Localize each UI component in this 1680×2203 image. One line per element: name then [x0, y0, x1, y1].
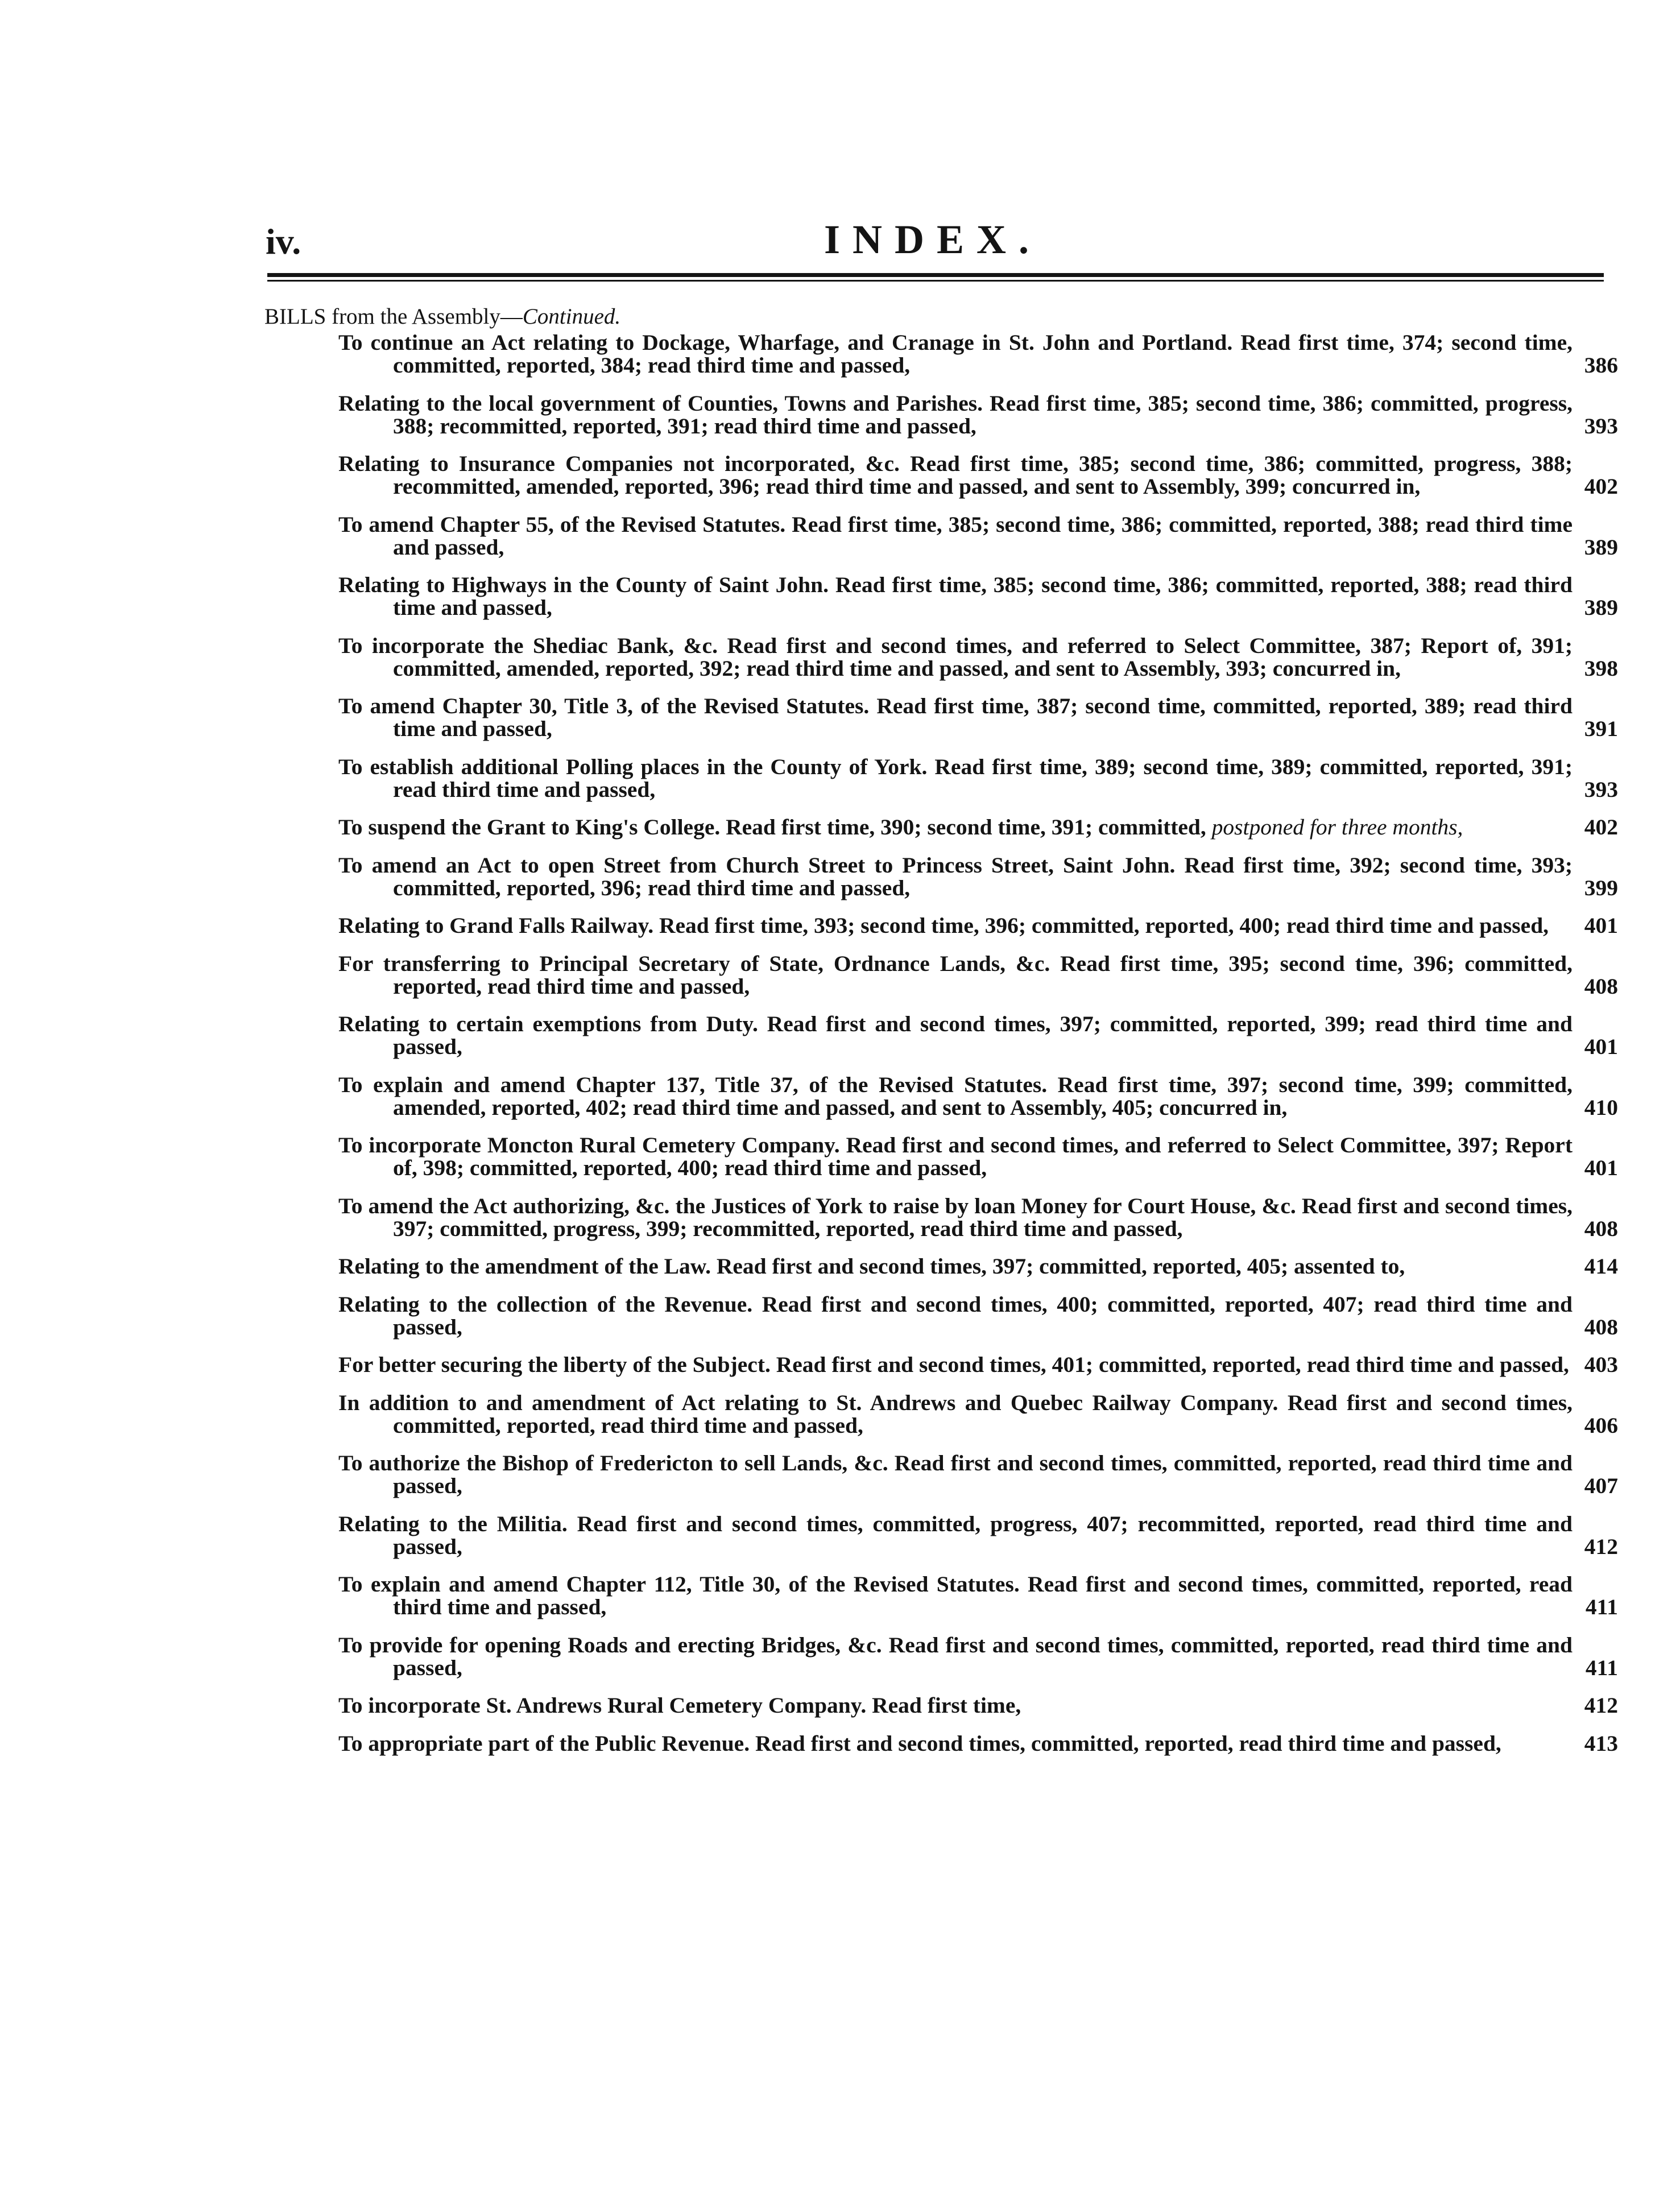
index-entry-page-number: 407 — [1584, 1473, 1618, 1498]
index-entry — [338, 854, 1618, 899]
index-entry — [338, 1391, 1618, 1437]
index-entry — [338, 1195, 1618, 1240]
page-title: INDEX. — [824, 217, 1042, 262]
index-entry-text — [338, 1452, 1573, 1497]
index-entry-text — [338, 1573, 1573, 1618]
index-entry — [338, 513, 1618, 559]
index-entry-page-number: 401 — [1584, 1155, 1618, 1180]
header-rule-thick — [267, 273, 1604, 277]
index-entry-page-number: 386 — [1584, 353, 1618, 378]
index-entry — [338, 634, 1618, 680]
index-entry — [338, 1634, 1618, 1679]
index-entry-page-number: 393 — [1584, 776, 1618, 802]
index-entry-page-number: 408 — [1584, 973, 1618, 999]
index-entry-text — [338, 1634, 1573, 1679]
index-entry-page-number: 391 — [1584, 716, 1618, 741]
index-entry-description: To amend the Act authorizing, &c. the Justices of York to raise by loan Money for Court House, &c. Read first and second times, 397; committed, progress, 399; recommitted, reported, read third time and passed, — [338, 1193, 1573, 1241]
index-entry-page-number: 411 — [1585, 1655, 1618, 1680]
index-entry-page-number: 403 — [1584, 1352, 1618, 1377]
index-entry — [338, 331, 1618, 377]
index-entry-page-number: 389 — [1584, 595, 1618, 620]
index-entry-page-number: 408 — [1584, 1216, 1618, 1241]
header-rule-thin — [267, 280, 1604, 282]
index-entry-page-number: 389 — [1584, 534, 1618, 560]
index-entry-description: Relating to Grand Falls Railway. Read first time, 393; second time, 396; committed, reported, 400; read third time and passed, — [338, 913, 1549, 938]
index-entry — [338, 1512, 1618, 1558]
index-entry-text — [338, 854, 1573, 899]
index-entry-text — [338, 1293, 1573, 1338]
page-number: iv. — [266, 221, 301, 262]
index-entry — [338, 1573, 1618, 1618]
index-entry-text — [338, 1353, 1573, 1376]
index-entry-description: Relating to Highways in the County of Saint John. Read first time, 385; second time, 386; committed, reported, 388; read third time and passed, — [338, 572, 1573, 620]
index-entry-page-number: 402 — [1584, 474, 1618, 499]
index-entry-description: To establish additional Polling places in the County of York. Read first time, 389; second time, 389; committed, reported, 391; read third time and passed, — [338, 754, 1573, 802]
index-entry-description: Relating to the amendment of the Law. Read first and second times, 397; committed, reported, 405; assented to, — [338, 1254, 1405, 1279]
index-entry-description: For transferring to Principal Secretary of State, Ordnance Lands, &c. Read first time, 395; second time, 396; committed, reported, read third time and passed, — [338, 950, 1573, 999]
index-entry-description: Relating to the Militia. Read first and second times, committed, progress, 407; recommitted, reported, read third time and passed, — [338, 1511, 1573, 1559]
index-entry-description: To suspend the Grant to King's College. Read first time, 390; second time, 391; committed, — [338, 815, 1212, 840]
index-entry-text — [338, 452, 1573, 498]
index-entry-page-number: 398 — [1584, 655, 1618, 681]
index-entry-description: Relating to the collection of the Revenue. Read first and second times, 400; committed, reported, 407; read third time and passed, — [338, 1291, 1573, 1340]
index-entry-text — [338, 1195, 1573, 1240]
index-entry — [338, 1134, 1618, 1179]
index-entry-page-number: 406 — [1584, 1412, 1618, 1438]
index-entry-italic-note: postponed for three months, — [1211, 815, 1463, 840]
index-entry-text — [338, 513, 1573, 559]
index-entry-page-number: 393 — [1584, 413, 1618, 439]
index-entry-description: To incorporate St. Andrews Rural Cemetery Company. Read first time, — [338, 1693, 1021, 1718]
index-entry — [338, 914, 1618, 937]
index-entry-text — [338, 1694, 1573, 1717]
index-entry-page-number: 408 — [1584, 1314, 1618, 1340]
index-entry-description: To amend an Act to open Street from Church Street to Princess Street, Saint John. Read first time, 392; second time, 393; committed, reported, 396; read third time and passed, — [338, 852, 1573, 900]
index-entry — [338, 1694, 1618, 1717]
index-entry-page-number: 399 — [1584, 875, 1618, 900]
index-entry-text — [338, 755, 1573, 801]
index-entry-page-number: 401 — [1584, 1034, 1618, 1059]
index-entry — [338, 952, 1618, 998]
index-entry — [338, 1012, 1618, 1058]
index-entry — [338, 392, 1618, 437]
index-entry — [338, 1452, 1618, 1497]
index-entry-description: To amend Chapter 30, Title 3, of the Revised Statutes. Read first time, 387; second time, committed, reported, 389; read third time and passed, — [338, 693, 1573, 741]
index-entry-description: To amend Chapter 55, of the Revised Statutes. Read first time, 385; second time, 386; committed, reported, 388; read third time and passed, — [338, 511, 1573, 560]
index-entry-page-number: 410 — [1584, 1094, 1618, 1120]
index-entry-description: To incorporate Moncton Rural Cemetery Company. Read first and second times, and referred to Select Committee, 397; Report of, 398; committed, reported, 400; read third time and passed, — [338, 1133, 1573, 1180]
index-entry-text — [338, 695, 1573, 740]
index-entry-text — [338, 914, 1573, 937]
section-heading — [264, 304, 620, 329]
index-entry-page-number: 402 — [1584, 815, 1618, 840]
index-entry-text — [338, 1512, 1573, 1558]
index-entry-text — [338, 816, 1573, 838]
index-entry-description: To appropriate part of the Public Revenue. Read first and second times, committed, reported, read third time and passed, — [338, 1730, 1501, 1756]
index-entry-text — [338, 1391, 1573, 1437]
index-entry — [338, 573, 1618, 619]
index-entry-description: In addition to and amendment of Act relating to St. Andrews and Quebec Railway Company. Read first and second times, committed, reported, read third time and passed, — [338, 1390, 1573, 1438]
index-entry-list — [338, 331, 1618, 1770]
index-entry — [338, 1732, 1618, 1755]
index-entry — [338, 695, 1618, 740]
index-entry-text — [338, 573, 1573, 619]
index-entry — [338, 816, 1618, 838]
index-entry-description: Relating to certain exemptions from Duty. Read first and second times, 397; committed, reported, 399; read third time and passed, — [338, 1011, 1573, 1059]
index-entry-text — [338, 1134, 1573, 1179]
index-entry-page-number: 412 — [1584, 1534, 1618, 1559]
index-entry-page-number: 401 — [1584, 913, 1618, 938]
section-heading-continued: Continued. — [522, 304, 621, 329]
index-entry-text — [338, 1012, 1573, 1058]
index-entry-page-number: 412 — [1584, 1693, 1618, 1718]
index-entry-description: To authorize the Bishop of Fredericton to sell Lands, &c. Read first and second times, committed, reported, read third time and passed, — [338, 1450, 1573, 1498]
index-entry-text — [338, 1255, 1573, 1278]
index-entry-text — [338, 331, 1573, 377]
index-entry-description: For better securing the liberty of the Subject. Read first and second times, 401; committed, reported, read third time and passed, — [338, 1352, 1569, 1377]
index-entry-page-number: 414 — [1584, 1254, 1618, 1279]
index-entry-description: Relating to Insurance Companies not incorporated, &c. Read first time, 385; second time, 386; committed, progress, 388; recommitted, amended, reported, 396; read third time and passed, and sent to Assembly, 399; concurred in, — [338, 451, 1573, 499]
index-entry-text — [338, 392, 1573, 437]
index-entry-page-number: 413 — [1584, 1730, 1618, 1756]
index-entry — [338, 1255, 1618, 1278]
index-entry — [338, 1293, 1618, 1338]
index-entry-description: Relating to the local government of Counties, Towns and Parishes. Read first time, 385; second time, 386; committed, progress, 388; recommitted, reported, 391; read third time and passed, — [338, 390, 1573, 439]
index-entry — [338, 452, 1618, 498]
page-header — [259, 216, 1607, 279]
index-entry — [338, 1353, 1618, 1376]
index-entry-description: To explain and amend Chapter 112, Title 30, of the Revised Statutes. Read first and second times, committed, reported, read third time and passed, — [338, 1572, 1573, 1619]
index-entry-text — [338, 634, 1573, 680]
index-entry-description: To explain and amend Chapter 137, Title 37, of the Revised Statutes. Read first time, 397; second time, 399; committed, amended, reported, 402; read third time and passed, and sent to Assembly, 405; concurred in, — [338, 1072, 1573, 1120]
index-entry-text — [338, 1732, 1573, 1755]
section-heading-text: BILLS from the Assembly— — [264, 304, 523, 329]
index-entry-page-number: 411 — [1585, 1594, 1618, 1619]
index-entry — [338, 1073, 1618, 1119]
index-entry-text — [338, 952, 1573, 998]
index-entry-description: To continue an Act relating to Dockage, Wharfage, and Cranage in St. John and Portland. Read first time, 374; second time, committed, reported, 384; read third time and passed, — [338, 330, 1573, 378]
index-entry — [338, 755, 1618, 801]
index-entry-text — [338, 1073, 1573, 1119]
index-entry-description: To provide for opening Roads and erecting Bridges, &c. Read first and second times, committed, reported, read third time and passed, — [338, 1632, 1573, 1680]
index-entry-description: To incorporate the Shediac Bank, &c. Read first and second times, and referred to Select Committee, 387; Report of, 391; committed, amended, reported, 392; read third time and passed, and sent to Assembly, 393; concurred in, — [338, 633, 1573, 681]
